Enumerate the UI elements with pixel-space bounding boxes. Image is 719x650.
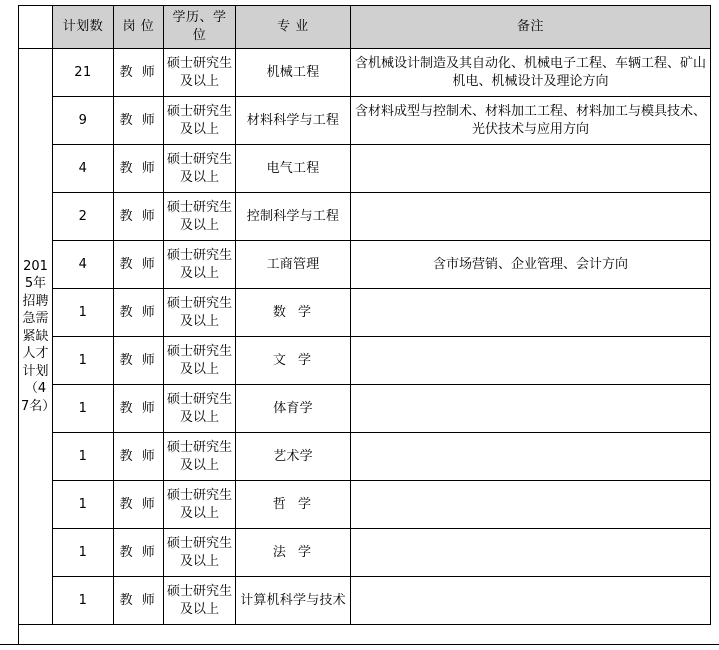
cell-remark [351,529,711,577]
cell-plan-count: 1 [53,385,114,433]
table-row [19,289,711,337]
cell-plan-count: 1 [53,289,114,337]
cell-post: 教 师 [114,529,164,577]
table-row [19,577,711,625]
cell-degree: 硕士研究生及以上 [164,577,236,625]
cell-major: 材料科学与工程 [236,97,351,145]
header-cell-degree: 学历、学位 [164,6,236,49]
cell-plan-count: 2 [53,193,114,241]
cell-plan-count: 1 [53,529,114,577]
table-row [19,49,711,97]
cell-degree: 硕士研究生及以上 [164,241,236,289]
table-row [19,481,711,529]
header-cell-count: 计划数 [53,6,114,49]
cell-plan-count: 1 [53,433,114,481]
row-group-label: 2015年招聘急需紧缺人才计划（47名） [19,49,53,625]
cell-remark [351,145,711,193]
cell-major: 哲 学 [236,481,351,529]
cell-post: 教 师 [114,433,164,481]
cell-degree: 硕士研究生及以上 [164,481,236,529]
cell-degree: 硕士研究生及以上 [164,145,236,193]
cell-remark: 含材料成型与控制术、材料加工工程、材料加工与模具技术、光伏技术与应用方向 [351,97,711,145]
recruitment-plan-table [18,5,711,625]
cell-plan-count: 4 [53,241,114,289]
cell-degree: 硕士研究生及以上 [164,529,236,577]
cell-remark [351,193,711,241]
cell-remark: 含机械设计制造及其自动化、机械电子工程、车辆工程、矿山机电、机械设计及理论方向 [351,49,711,97]
cell-degree: 硕士研究生及以上 [164,97,236,145]
cell-major: 机械工程 [236,49,351,97]
cell-plan-count: 21 [53,49,114,97]
table-row [19,433,711,481]
table-row [19,193,711,241]
table-row [19,145,711,193]
cell-plan-count: 9 [53,97,114,145]
cell-post: 教 师 [114,49,164,97]
table-body [19,49,711,625]
cell-remark [351,481,711,529]
cell-major: 体育学 [236,385,351,433]
cell-remark: 含市场营销、企业管理、会计方向 [351,241,711,289]
cell-post: 教 师 [114,577,164,625]
cell-plan-count: 1 [53,337,114,385]
table-row [19,529,711,577]
cell-major: 电气工程 [236,145,351,193]
cell-major: 艺术学 [236,433,351,481]
cell-remark [351,433,711,481]
header-cell-remark: 备注 [351,6,711,49]
cell-degree: 硕士研究生及以上 [164,289,236,337]
table-row [19,97,711,145]
cell-major: 控制科学与工程 [236,193,351,241]
cell-plan-count: 4 [53,145,114,193]
cell-post: 教 师 [114,289,164,337]
header-cell-post: 岗 位 [114,6,164,49]
table-header [19,6,711,49]
cell-post: 教 师 [114,337,164,385]
cell-post: 教 师 [114,481,164,529]
cell-post: 教 师 [114,241,164,289]
cell-degree: 硕士研究生及以上 [164,49,236,97]
cell-post: 教 师 [114,145,164,193]
cell-degree: 硕士研究生及以上 [164,193,236,241]
cell-degree: 硕士研究生及以上 [164,337,236,385]
header-cell-major: 专 业 [236,6,351,49]
table-row [19,337,711,385]
header-cell-blank [19,6,53,49]
cell-post: 教 师 [114,97,164,145]
table-row [19,385,711,433]
cell-major: 数 学 [236,289,351,337]
cell-post: 教 师 [114,385,164,433]
cell-major: 文 学 [236,337,351,385]
header-row [19,6,711,49]
cell-remark [351,289,711,337]
cell-remark [351,337,711,385]
cell-remark [351,385,711,433]
cell-remark [351,577,711,625]
cell-major: 法 学 [236,529,351,577]
cell-major: 工商管理 [236,241,351,289]
cell-plan-count: 1 [53,481,114,529]
table-row [19,241,711,289]
cell-major: 计算机科学与技术 [236,577,351,625]
cell-degree: 硕士研究生及以上 [164,385,236,433]
cell-degree: 硕士研究生及以上 [164,433,236,481]
cell-post: 教 师 [114,193,164,241]
cell-plan-count: 1 [53,577,114,625]
